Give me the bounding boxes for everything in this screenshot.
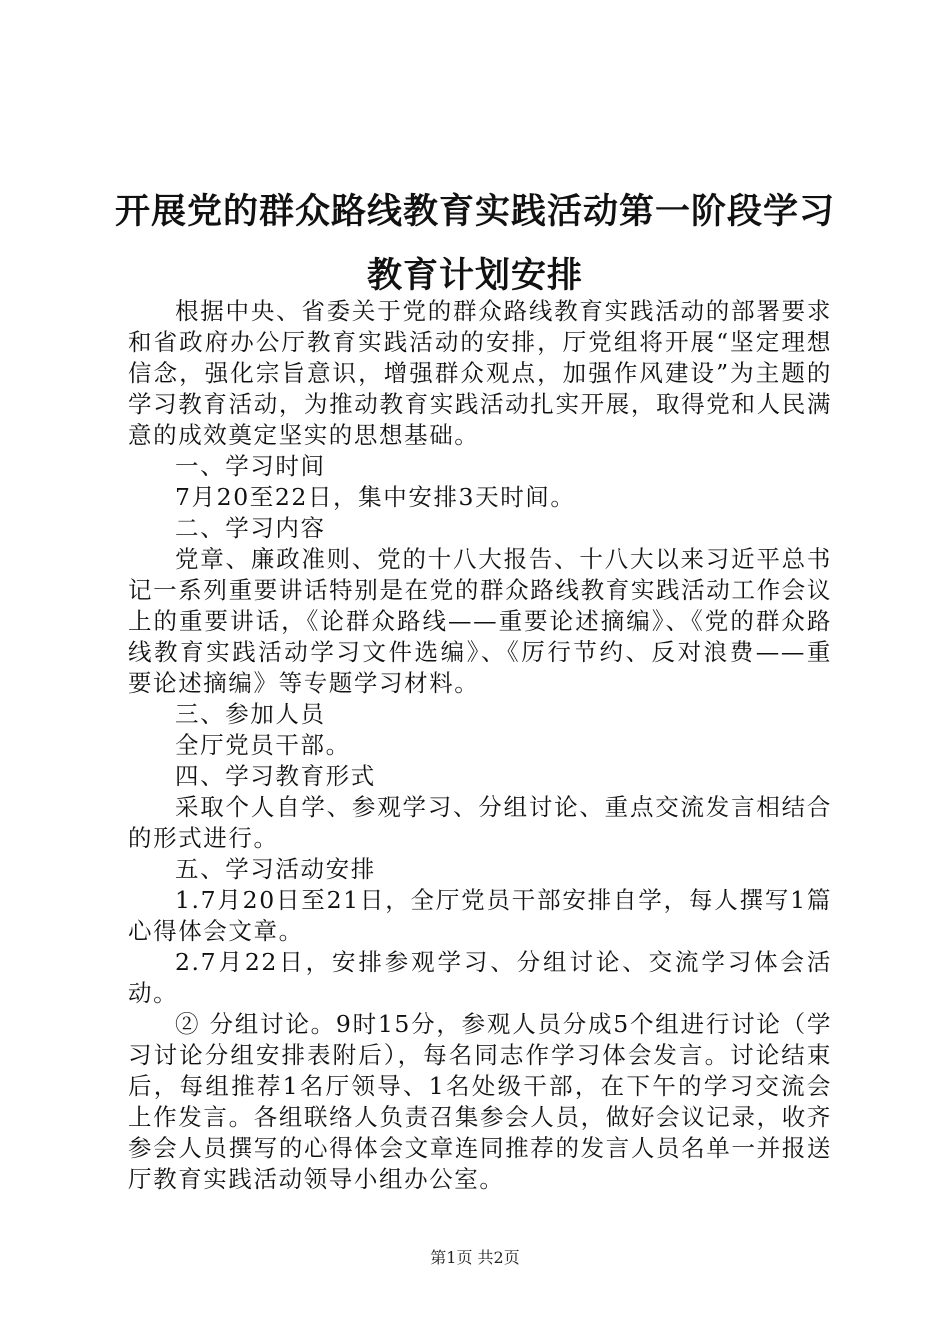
schedule-item-1: 1.7月20日至21日，全厅党员干部安排自学，每人撰写1篇心得体会文章。 bbox=[128, 886, 832, 945]
time-paragraph: 7月20至22日，集中安排3天时间。 bbox=[175, 483, 576, 511]
participants-paragraph: 全厅党员干部。 bbox=[175, 731, 351, 759]
format-paragraph: 采取个人自学、参观学习、分组讨论、重点交流发言相结合的形式进行。 bbox=[128, 793, 832, 852]
page-footer: 第1页 共2页 bbox=[430, 1248, 520, 1267]
section-heading-schedule: 五、学习活动安排 bbox=[175, 855, 376, 883]
section-heading-format: 四、学习教育形式 bbox=[175, 762, 376, 790]
document-title-line-1: 开展党的群众路线教育实践活动第一阶段学习 bbox=[114, 192, 835, 232]
content-paragraph: 党章、廉政准则、党的十八大报告、十八大以来习近平总书记一系列重要讲话特别是在党的群众路线教育实践活动工作会议上的重要讲话，《论群众路线——重要论述摘编》、《党的群众路线教育实践活动学习文件选编》、《厉行节约、反对浪费——重要论述摘编》等专题学习材料。 bbox=[128, 545, 832, 697]
intro-paragraph: 根据中央、省委关于党的群众路线教育实践活动的部署要求和省政府办公厅教育实践活动的安排，厅党组将开展“坚定理想信念，强化宗旨意识，增强群众观点，加强作风建设”为主题的学习教育活动，为推动教育实践活动扎实开展，取得党和人民满意的成效奠定坚实的思想基础。 bbox=[128, 297, 832, 449]
section-heading-content: 二、学习内容 bbox=[175, 514, 326, 542]
document-title-line-2: 教育计划安排 bbox=[366, 256, 583, 296]
section-heading-participants: 三、参加人员 bbox=[175, 700, 326, 728]
section-heading-time: 一、学习时间 bbox=[175, 452, 326, 480]
schedule-item-2: 2.7月22日，安排参观学习、分组讨论、交流学习体会活动。 bbox=[128, 948, 832, 1007]
document-body bbox=[128, 296, 832, 1195]
group-discussion-paragraph: ② 分组讨论。9时15分，参观人员分成5个组进行讨论（学习讨论分组安排表附后），每名同志作学习体会发言。讨论结束后，每组推荐1名厅领导、1名处级干部，在下午的学习交流会上作发言。各组联络人负责召集参会人员，做好会议记录，收齐参会人员撰写的心得体会文章连同推荐的发言人员名单一并报送厅教育实践活动领导小组办公室。 bbox=[128, 1010, 832, 1193]
